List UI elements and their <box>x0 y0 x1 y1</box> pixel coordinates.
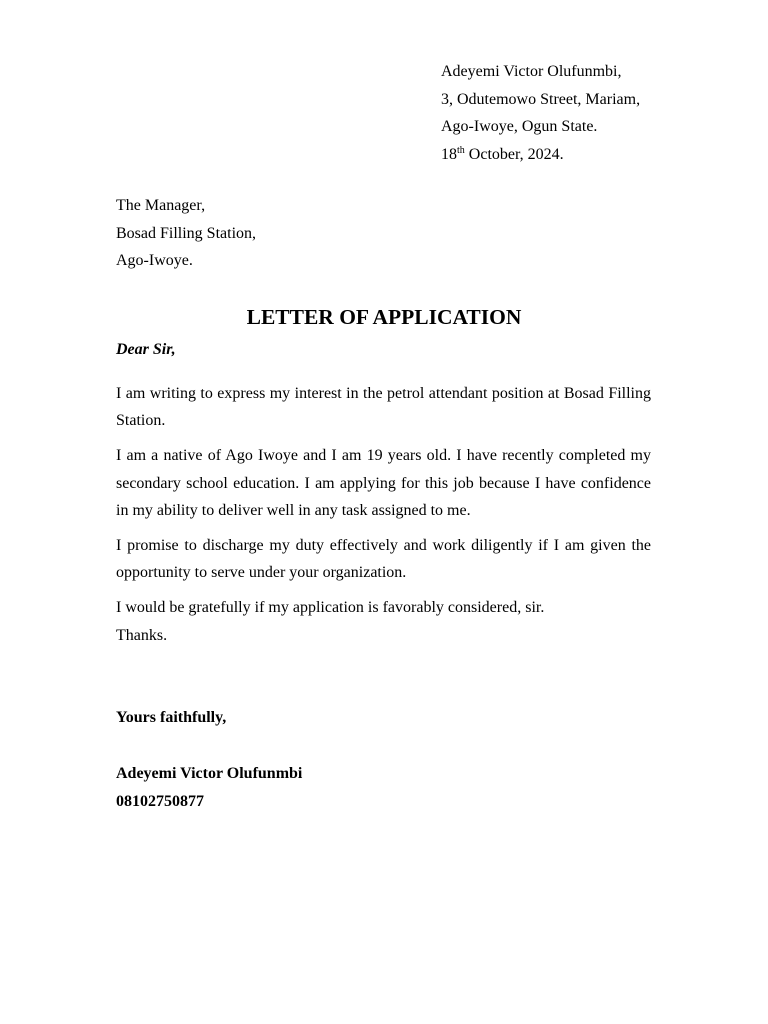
recipient-address-block <box>116 192 256 275</box>
date-month-year: October, 2024. <box>464 145 564 163</box>
thanks-line: Thanks. <box>116 626 168 644</box>
letter-date <box>441 141 640 171</box>
signature-name: Adeyemi Victor Olufunmbi <box>116 765 303 782</box>
recipient-line-2: Bosad Filling Station, <box>116 224 257 242</box>
letter-title: LETTER OF APPLICATION <box>246 305 522 329</box>
sender-address-line-1: 3, Odutemowo Street, Mariam, <box>441 90 641 108</box>
body-paragraph-3: I promise to discharge my duty effectively and work diligently if I am given the opportunity to serve under your organization. <box>116 537 651 582</box>
date-day: 18 <box>441 145 457 163</box>
sender-address-block <box>441 58 640 170</box>
recipient-line-3: Ago-Iwoye. <box>116 252 193 269</box>
body-paragraph-4: I would be gratefully if my application is favorably considered, sir. <box>116 599 545 617</box>
signature-phone: 08102750877 <box>116 792 204 810</box>
sender-address-line-2: Ago-Iwoye, Ogun State. <box>441 118 598 135</box>
salutation: Dear Sir, <box>116 341 176 358</box>
body-paragraph-2: I am a native of Ago Iwoye and I am 19 years old. I have recently completed my secondary school education. I am applying for this job because I have confidence in my ability to deliver well in any task assigned to me. <box>116 447 651 519</box>
sender-name: Adeyemi Victor Olufunmbi, <box>441 63 622 80</box>
recipient-line-1: The Manager, <box>116 197 206 214</box>
signature-block <box>116 760 302 815</box>
date-ordinal-suffix: th <box>457 144 465 156</box>
body-paragraph-1: I am writing to express my interest in the petrol attendant position at Bosad Filling Station. <box>116 385 651 430</box>
letter-body <box>116 380 651 649</box>
complimentary-close: Yours faithfully, <box>116 709 227 726</box>
